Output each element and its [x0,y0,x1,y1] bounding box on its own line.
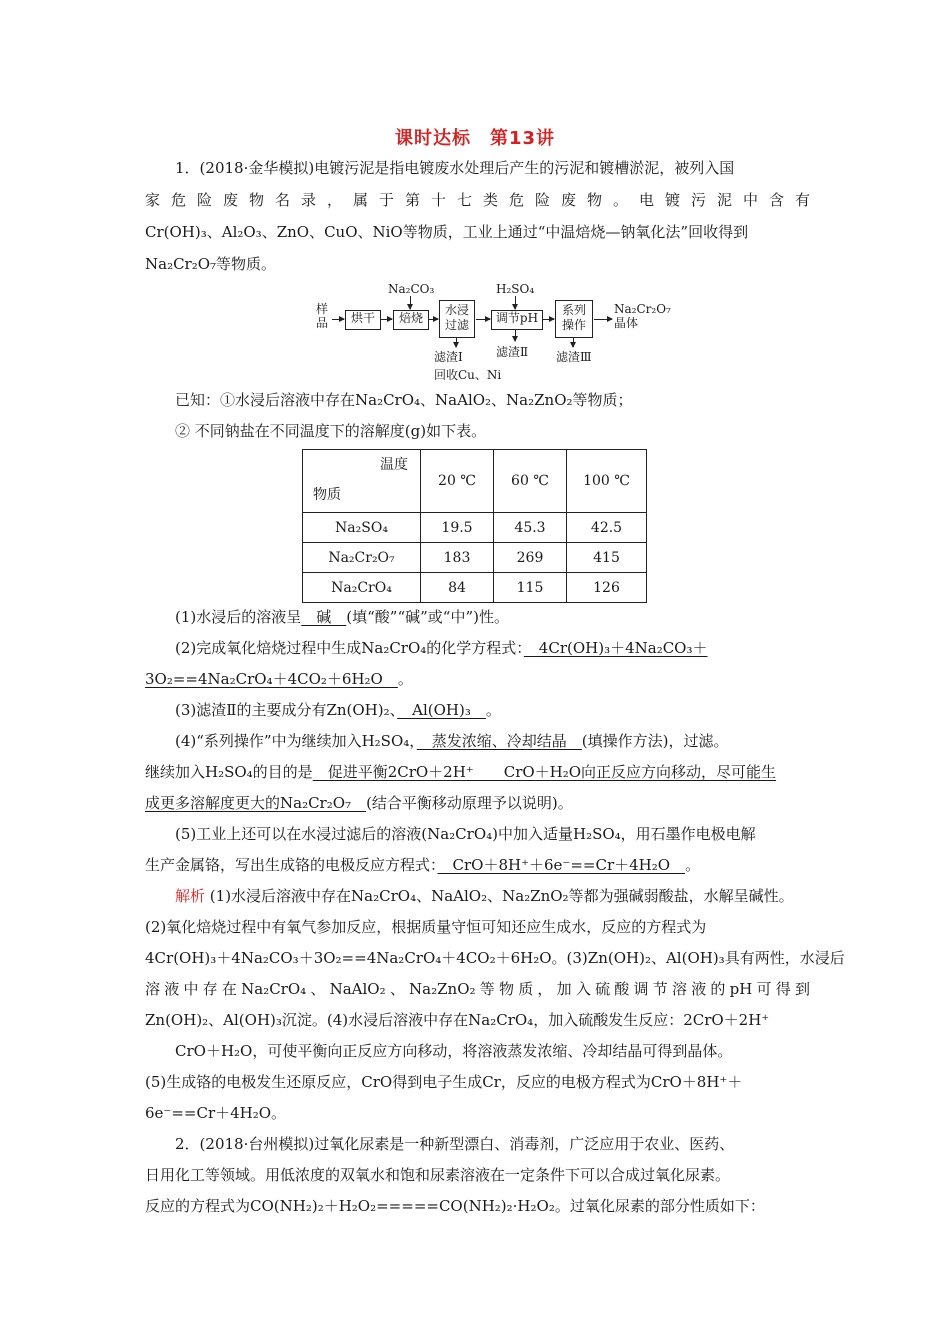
table-cell: Na₂CrO₄ [303,573,421,603]
flow-residue-2: 滤渣Ⅱ [496,345,529,359]
flow-arrow [476,319,490,320]
flow-ph-box: 调节pH [491,310,543,330]
analysis-line-6: CrO＋H₂O，可使平衡向正反应方向移动，将溶液蒸发浓缩、冷却结晶可得到晶体。 [175,1042,733,1060]
flow-product-label: Na₂Cr₂O₇晶体 [614,302,671,330]
analysis-line-7: (5)生成铬的电极发生还原反应，CrO得到电子生成Cr，反应的电极方程式为CrO＋8H⁺＋ [145,1073,743,1091]
flow-residue-1-recover: 回收Cu、Ni [434,368,502,382]
flow-arrow [515,296,516,309]
flow-residue-3: 滤渣Ⅲ [556,350,592,364]
answer-4c [145,792,810,814]
answer-3-fill: Al(OH)₃ [397,701,486,719]
flow-arrow [594,319,612,320]
answer-1-suffix: (填“酸”“碱”或“中”)性。 [346,608,509,626]
answer-3 [175,699,810,721]
flow-arrow [542,319,554,320]
answer-2-end: 。 [397,670,413,688]
table-cell: Na₂SO₄ [303,513,421,543]
analysis-label: 解析 [175,887,206,905]
page-title: 课时达标 第13讲 [394,128,556,149]
table-corner [303,450,421,513]
table-cell: 269 [494,543,567,573]
table-cell: 115 [494,573,567,603]
table-row [303,513,647,543]
analysis-line-2: (2)氧化焙烧过程中有氧气参加反应，根据质量守恒可知还应生成水，反应的方程式为 [145,918,707,936]
answer-5-fill: CrO＋8H⁺＋6e⁻==Cr＋4H₂O [437,856,686,874]
answer-5-line-1: (5)工业上还可以在水浸过滤后的溶液(Na₂CrO₄)中加入适量H₂SO₄，用石墨作电极电解 [175,825,756,843]
known-1: 已知：①水浸后溶液中存在Na₂CrO₄、NaAlO₂、Na₂ZnO₂等物质； [175,391,633,409]
answer-2-prompt: (2)完成氧化焙烧过程中生成Na₂CrO₄的化学方程式： [175,639,524,657]
flow-arrow [428,319,438,320]
answer-4b [145,761,810,783]
table-cell: 19.5 [421,513,494,543]
answer-4c-fill: 成更多溶解度更大的Na₂Cr₂O₇ [145,794,367,812]
flow-dry-box: 烘干 [345,310,381,330]
answer-4 [175,730,810,752]
table-header-cell: 60 ℃ [494,450,567,513]
q1-line-1: 1．(2018·金华模拟)电镀污泥是指电镀废水处理后产生的污泥和镀槽淤泥，被列入国 [175,159,735,177]
q2-line-2: 日用化工等领域。用低浓度的双氧水和饱和尿素溶液在一定条件下可以合成过氧化尿素。 [145,1166,731,1184]
q1-line-3: Cr(OH)₃、Al₂O₃、ZnO、CuO、NiO等物质，工业上通过“中温焙烧—钠氧化法”回收得到 [145,223,749,241]
flow-arrow [515,329,516,341]
flow-arrow [573,337,574,347]
flow-arrow [332,319,344,320]
answer-1-prompt: (1)水浸后的溶液呈 [175,608,302,626]
answer-3-end: 。 [485,701,501,719]
answer-4b-prompt: 继续加入H₂SO₄的目的是 [145,763,313,781]
table-cell: 84 [421,573,494,603]
table-cell: 42.5 [567,513,647,543]
table-cell: 415 [567,543,647,573]
answer-4c-suffix: (结合平衡移动原理予以说明)。 [366,794,573,812]
answer-4-suffix: (填操作方法)，过滤。 [581,732,729,750]
answer-2-cont [145,668,810,690]
flow-arrow [456,337,457,347]
flow-arrow [410,296,411,309]
answer-5-prompt: 生产金属铬，写出生成铬的电极反应方程式： [145,856,438,874]
q2-line-1: 2．(2018·台州模拟)过氧化尿素是一种新型漂白、消毒剂，广泛应用于农业、医药、 [175,1135,735,1153]
flow-roast-box: 焙烧 [393,310,429,330]
answer-2 [175,637,810,659]
table-cell: 45.3 [494,513,567,543]
q2-line-3: 反应的方程式为CO(NH₂)₂＋H₂O₂=====CO(NH₂)₂·H₂O₂。过氧化尿素的部分性质如下： [145,1197,765,1215]
flow-leach-box: 水浸过滤 [439,300,475,338]
analysis-line-8: 6e⁻==Cr＋4H₂O。 [145,1104,287,1122]
analysis-line-1 [175,885,810,907]
answer-4-prompt: (4)“系列操作”中为继续加入H₂SO₄， [175,732,417,750]
flow-sample-label: 样品 [316,302,329,330]
flow-h2so4-label: H₂SO₄ [496,282,535,296]
table-cell: 183 [421,543,494,573]
table-row [303,573,647,603]
answer-5-end: 。 [685,856,701,874]
answer-1 [175,606,810,628]
flow-ops-box: 系列操作 [555,300,593,338]
table-corner-substance: 物质 [313,487,341,503]
answer-4-fill: 蒸发浓缩、冷却结晶 [416,732,582,750]
flow-arrow [380,319,392,320]
known-2: ② 不同钠盐在不同温度下的溶解度(g)如下表。 [175,422,487,440]
table-header-cell: 20 ℃ [421,450,494,513]
table-corner-temperature: 温度 [380,457,408,473]
flow-na2co3-label: Na₂CO₃ [388,282,435,296]
q1-line-4: Na₂Cr₂O₇等物质。 [145,255,277,273]
answer-5 [145,854,810,876]
table-row [303,543,647,573]
analysis-line-3: 4Cr(OH)₃＋4Na₂CO₃＋3O₂==4Na₂CrO₄＋4CO₂＋6H₂O。(3)Zn(OH)₂、Al(OH)₃具有两性，水浸后 [145,949,845,967]
table-cell: Na₂Cr₂O₇ [303,543,421,573]
answer-2-fill-a: 4Cr(OH)₃＋4Na₂CO₃＋ [523,639,708,657]
answer-2-fill-b: 3O₂==4Na₂CrO₄＋4CO₂＋6H₂O [145,670,398,688]
table-header-cell: 100 ℃ [567,450,647,513]
table-cell: 126 [567,573,647,603]
solubility-table [302,449,647,603]
answer-3-prompt: (3)滤渣Ⅱ的主要成分有Zn(OH)₂、 [175,701,398,719]
q1-line-2: 家危险废物名录，属于第十七类危险废物。电镀污泥中含有 [145,191,810,209]
answer-1-fill: 碱 [301,608,347,626]
process-flow-diagram [310,282,690,386]
analysis-line-4: 溶液中存在Na₂CrO₄、NaAlO₂、Na₂ZnO₂等物质，加入硫酸调节溶液的pH可得到 [145,980,810,998]
analysis-text: (1)水浸后溶液中存在Na₂CrO₄、NaAlO₂、Na₂ZnO₂等都为强碱弱酸盐，水解呈碱性。 [209,887,794,905]
flow-residue-1: 滤渣Ⅰ [434,350,463,364]
answer-4b-fill: 促进平衡2CrO＋2H⁺ CrO＋H₂O向正反应方向移动，尽可能生 [312,763,777,781]
analysis-line-5: Zn(OH)₂、Al(OH)₃沉淀。(4)水浸后溶液中存在Na₂CrO₄，加入硫酸发生反应：2CrO＋2H⁺ [145,1011,770,1029]
